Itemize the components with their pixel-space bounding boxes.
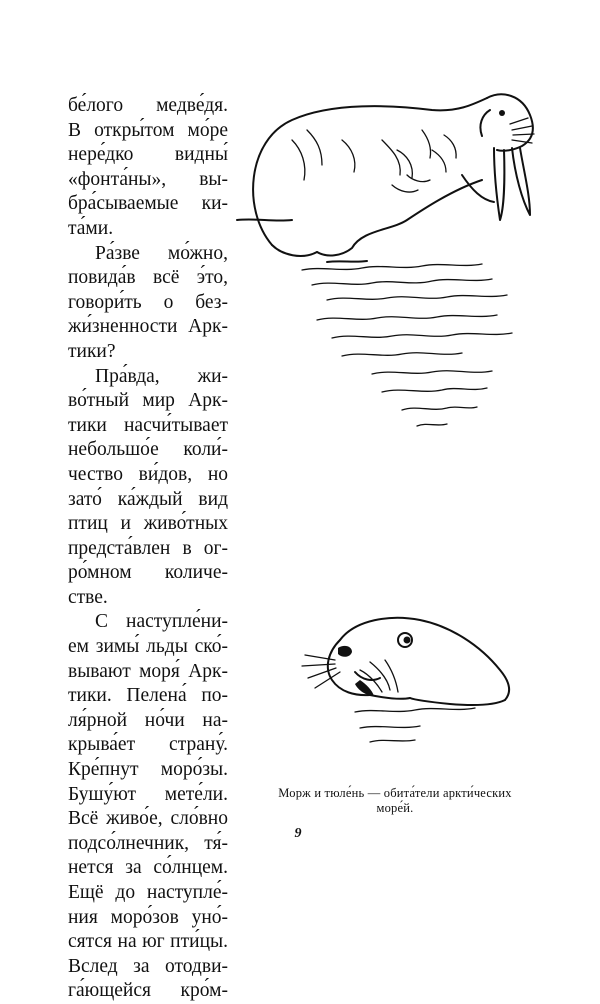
text-line: ния моро́зов уно́- bbox=[68, 906, 228, 928]
text-line: тики насчи́тывает bbox=[68, 414, 228, 436]
text-line: зато́ ка́ждый вид bbox=[68, 488, 228, 510]
text-line: ро́мном количе- bbox=[68, 562, 228, 584]
text-line: жи́зненности Арк- bbox=[68, 316, 228, 338]
text-line: предста́влен в ог- bbox=[68, 537, 228, 559]
walrus-illustration bbox=[232, 80, 552, 440]
page-number: 9 bbox=[294, 826, 302, 841]
text-line: подсо́лнечник, тя́- bbox=[68, 832, 228, 854]
text-line: говори́ть о без- bbox=[68, 291, 228, 313]
text-line: Всё живо́е, сло́вно bbox=[68, 808, 228, 830]
text-line: бе́лого медве́дя. bbox=[68, 95, 228, 116]
text-line: га́ющейся кро́м- bbox=[68, 980, 228, 1002]
text-line: Ра́зве мо́жно, bbox=[95, 242, 228, 264]
text-line: ля́рной но́чи на- bbox=[68, 709, 228, 731]
figure-caption bbox=[250, 786, 540, 816]
text-line: Бушу́ют мете́ли. bbox=[68, 783, 228, 805]
text-line: «фонта́ны», вы- bbox=[68, 168, 228, 190]
main-text-column bbox=[68, 94, 228, 1004]
text-line: нется за со́лнцем. bbox=[68, 857, 228, 879]
text-line: С наступле́ни- bbox=[95, 611, 228, 633]
text-line: ем зимы́ льды ско́- bbox=[68, 636, 228, 658]
paragraph-4 bbox=[68, 610, 228, 1004]
text-line: та́ми. bbox=[68, 217, 114, 239]
text-line: Кре́пнут моро́зы. bbox=[68, 759, 228, 781]
text-line: тики? bbox=[68, 340, 116, 362]
text-line: нере́дко видны́ bbox=[68, 144, 228, 166]
seal-illustration bbox=[300, 600, 530, 770]
text-line: Ещё до наступле́- bbox=[68, 882, 228, 903]
caption-line: море́й. bbox=[376, 801, 414, 815]
text-line: Вслед за отодви- bbox=[68, 955, 228, 977]
text-line: вывают моря́ Арк- bbox=[68, 660, 228, 682]
paragraph-3 bbox=[68, 365, 228, 611]
text-line: стве. bbox=[68, 586, 108, 608]
text-line: чество ви́дов, но bbox=[68, 463, 228, 485]
paragraph-2 bbox=[68, 242, 228, 365]
caption-line: Морж и тюле́нь — обита́тели аркти́ческих bbox=[278, 786, 512, 800]
text-line: В откры́том мо́ре bbox=[68, 119, 228, 141]
text-line: тики. Пелена́ по- bbox=[68, 685, 228, 707]
text-line: во́тный мир Арк- bbox=[68, 390, 228, 412]
paragraph-1 bbox=[68, 94, 228, 242]
text-line: бра́сываемые ки- bbox=[68, 193, 228, 215]
text-line: повида́в всё э́то, bbox=[68, 267, 228, 289]
text-line: крыва́ет страну́. bbox=[68, 734, 228, 756]
text-line: птиц и живо́тных bbox=[68, 513, 228, 535]
text-line: сятся на юг пти́цы. bbox=[68, 931, 228, 953]
text-line: Пра́вда, жи- bbox=[95, 365, 228, 387]
text-line: небольшо́е коли́- bbox=[68, 439, 228, 461]
